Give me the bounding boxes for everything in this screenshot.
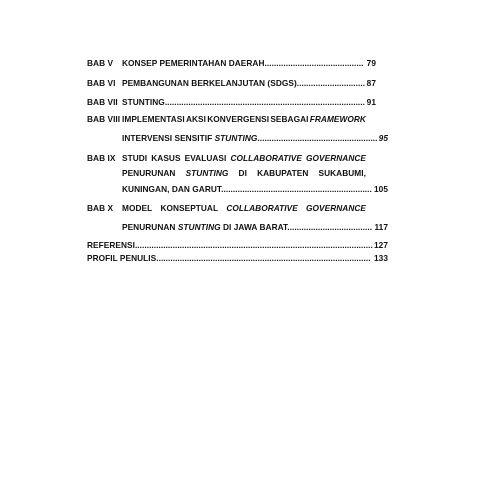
toc-entry-bab10-line1[interactable] [122,203,366,213]
toc-title-part: PENURUNAN [122,222,178,232]
toc-word-italic: FRAMEWORK [309,114,366,124]
toc-entry-bab5[interactable] [122,58,376,68]
toc-title-italic: STUNTING [214,133,258,143]
toc-entry-bab7[interactable] [122,97,376,107]
toc-label: BAB V [87,58,114,68]
toc-word: KASUS [151,153,181,163]
toc-title-italic: STUNTING [177,222,221,232]
toc-word-italic: GOVERNANCE [306,203,366,213]
toc-word-italic: COLLABORATIVE [226,203,298,213]
toc-word: SEBAGAI [270,114,309,124]
toc-title: PROFIL PENULIS [87,253,157,263]
toc-leader: ................................................... [257,133,378,143]
toc-word-italic: COLLABORATIVE [230,153,302,163]
toc-word: IMPLEMENTASI [122,114,185,124]
toc-word-italic: GOVERNANCE [306,153,366,163]
toc-page-number: 117 [374,222,388,232]
toc-word: SUKABUMI, [318,168,366,178]
toc-page-number: 91 [366,97,376,107]
toc-leader: ..................................................................................................... [134,240,373,250]
toc-word: KABUPATEN [257,168,309,178]
toc-word: KONVERGENSI [207,114,270,124]
toc-entry-referensi[interactable] [87,240,388,250]
toc-title-part: INTERVENSI SENSITIF [122,133,215,143]
toc-leader: ................................................................ [221,184,372,194]
toc-title: STUNTING [122,97,165,107]
toc-word: AKSI [185,114,206,124]
toc-page-number: 87 [366,78,376,88]
toc-entry-bab8-line1[interactable] [122,114,366,124]
toc-entry-bab8-line2[interactable] [122,133,388,143]
toc-page-number: 127 [374,240,388,250]
toc-word: DI [238,168,247,178]
toc-word: PENURUNAN [122,168,176,178]
toc-label: BAB VII [87,97,118,107]
toc-entry-bab6[interactable] [122,78,376,88]
toc-entry-bab9-line1[interactable] [122,153,366,163]
toc-word: EVALUASI [184,153,227,163]
toc-word: MODEL [122,203,153,213]
toc-leader: .................................... [287,222,373,232]
toc-label: BAB IX [87,153,116,163]
toc-page-number: 105 [374,184,388,194]
toc-word: KONSEPTUAL [160,203,219,213]
toc-leader: ............................. [296,78,366,88]
toc-leader: .......................................... [264,58,364,68]
toc-label: BAB X [87,203,114,213]
toc-entry-profil-penulis[interactable] [87,253,388,263]
toc-title: PEMBANGUNAN BERKELANJUTAN (SDGS) [122,78,297,88]
toc-title: KONSEP PEMERINTAHAN DAERAH [122,58,265,68]
toc-page-number: 79 [366,58,376,68]
toc-title: REFERENSI [87,240,135,250]
toc-entry-bab10-line2[interactable] [122,222,388,232]
toc-label: BAB VIII [87,114,121,124]
toc-page-number: 95 [378,133,388,143]
toc-word-italic: STUNTING [185,168,229,178]
toc-entry-bab9-line2[interactable] [122,168,366,178]
toc-word: STUDI [122,153,148,163]
toc-leader: ..................................................................................... [164,97,365,107]
toc-entry-bab9-line3[interactable] [122,184,388,194]
toc-label: BAB VI [87,78,116,88]
toc-title-part: KUNINGAN, DAN GARUT [122,184,222,194]
toc-leader: ........................................................................................... [156,253,371,263]
toc-page-number: 133 [374,253,388,263]
toc-title-part: DI JAWA BARAT [220,222,288,232]
